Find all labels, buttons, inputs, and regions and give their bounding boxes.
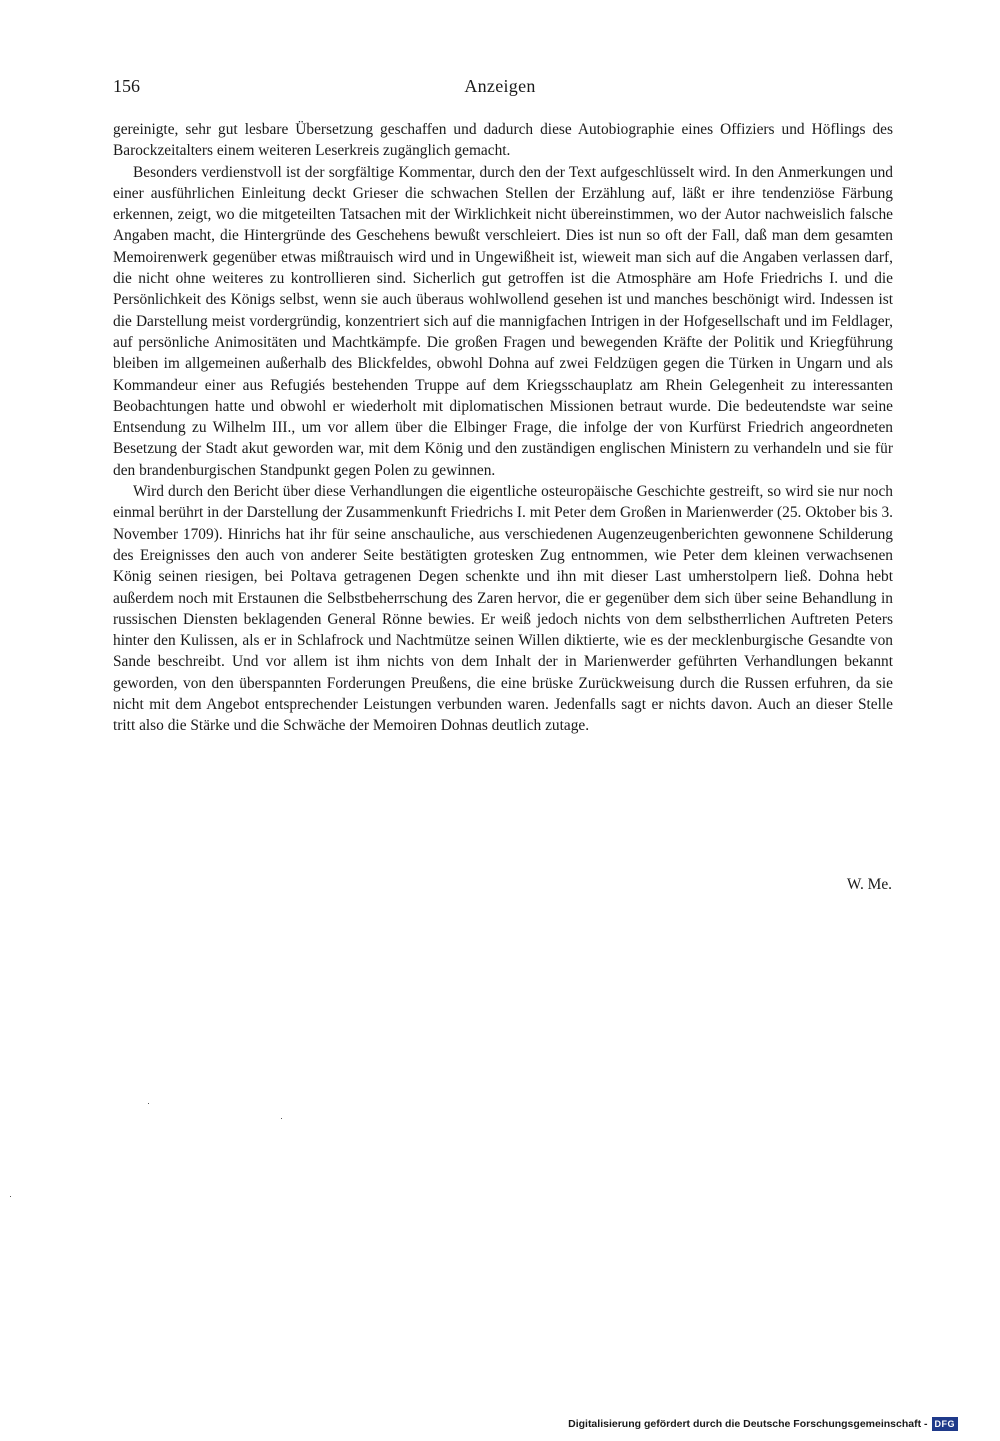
scan-speck xyxy=(10,1196,11,1197)
digitization-credit xyxy=(568,1417,958,1431)
paragraph-continuation: gereinigte, sehr gut lesbare Übersetzung geschaffen und dadurch diese Autobiographie eines Offiziers und Höflings des Barockzeitalters einem weiteren Leserkreis zugänglich gemacht. xyxy=(113,121,893,160)
paragraph-marienwerder: Wird durch den Bericht über diese Verhandlungen die eigentliche osteuropäische Geschichte gestreift, so wird sie nur noch einmal berührt in der Darstellung der Zusammenkunft Friedrichs I. mit Peter dem Großen in Marienwerder (25. Oktober bis 3. November 1709). Hinrichs hat ihr für seine anschauliche, aus verschiedenen Augenzeugenberichten gewonnene Schilderung des Ereignisses den auch von anderer Seite bestätigten grotesken Zug entnommen, wie Peter dem kleinen verwachsenen König seinen riesigen, bei Poltava getragenen Degen schenkte und ihn mit dieser Last umherstolpern ließ. Dohna hebt außerdem noch mit Erstaunen die Selbstbeherrschung des Zaren hervor, die er gegenüber dem sich über seine Behandlung in russischen Diensten beklagenden General Rönne bewies. Er weiß jedoch nichts von dem selbstherrlichen Auftreten Peters hinter den Kulissen, als er in Schlafrock und Nachtmütze seinen Willen diktierte, wie es der mecklenburgische Gesandte von Sande beschreibt. Und vor allem ist ihm nichts von dem Inhalt der in Marienwerder geführten Verhandlungen bekannt geworden, von den überspannten Forderungen Preußens, die eine brüske Zurückweisung durch die Russen erfuhren, da sie nicht mit dem Angebot entsprechender Leistungen verbunden waren. Jedenfalls sagt er nichts davon. Auch an dieser Stelle tritt also die Stärke und die Schwäche der Memoiren Dohnas deutlich zutage. xyxy=(113,483,893,735)
credit-text: Digitalisierung gefördert durch die Deutsche Forschungsgemeinschaft - xyxy=(568,1418,928,1430)
paragraph-commentary: Besonders verdienstvoll ist der sorgfältige Kommentar, durch den der Text aufgeschlüsselt wird. In den Anmerkungen und einer ausführlichen Einleitung deckt Grieser die schwachen Stellen der Erzählung auf, läßt er ihre tendenziöse Färbung erkennen, zeigt, wo die mitgeteilten Tatsachen mit der Wirklichkeit nicht übereinstimmen, wo der Autor nachweislich falsche Angaben macht, die Hintergründe des Geschehens bewußt verschleiert. Dies ist nun so oft der Fall, daß man dem gesamten Memoirenwerk gegenüber etwas mißtrauisch wird und in Ungewißheit ist, wieweit man sich auf die Angaben verlassen darf, die nicht ohne weiteres zu kontrollieren sind. Sicherlich gut getroffen ist die Atmosphäre am Hofe Friedrichs I. und die Persönlichkeit des Königs selbst, wenn sie auch überaus wohlwollend gesehen ist und manches beschönigt wird. Indessen ist die Darstellung meist vordergründig, konzentriert sich auf die mannigfachen Intrigen in der Hofgesellschaft und im Feldlager, auf persönliche Animositäten und Machtkämpfe. Die großen Fragen und bewegenden Kräfte der Politik und Kriegführung bleiben im allgemeinen außerhalb des Blickfeldes, obwohl Dohna auf zwei Feldzügen gegen die Türken in Ungarn und als Kommandeur einer aus Refugiés bestehenden Truppe auf dem Kriegsschauplatz am Rhein Gelegenheit zu interessanten Beobachtungen hatte und obwohl er wiederholt mit diplomatischen Missionen betraut wurde. Die bedeutendste war seine Entsendung zu Wilhelm III., um vor allem über die Elbinger Frage, die infolge der von Kurfürst Friedrich angeordneten Besetzung der Stadt akut geworden war, mit dem König und den zuständigen englischen Ministern zu verhandeln und sie für den brandenburgischen Standpunkt gegen Polen zu gewinnen. xyxy=(113,163,893,479)
page-number: 156 xyxy=(113,76,140,96)
running-head: Anzeigen xyxy=(464,76,536,96)
scan-speck xyxy=(281,1118,282,1119)
dfg-logo: DFG xyxy=(932,1417,959,1431)
scan-speck xyxy=(148,1103,149,1104)
author-signature: W. Me. xyxy=(846,876,892,893)
body-text xyxy=(113,119,893,737)
